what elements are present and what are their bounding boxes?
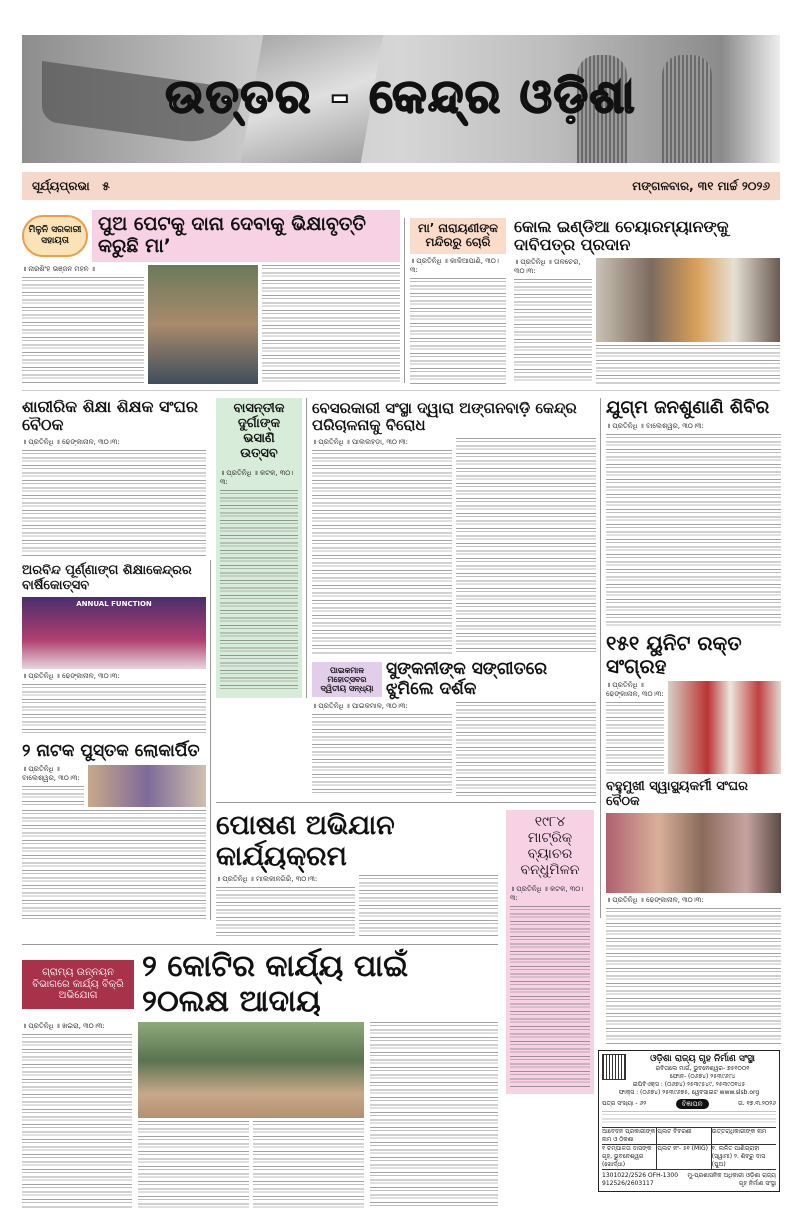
date-bar [22,172,780,200]
blood-donation-photo [668,681,781,774]
headline: ବହୁମୁଖୀ ସ୍ୱାସ୍ଥ୍ୟକର୍ମୀ ସଂଘର ବୈଠକ [606,779,748,809]
headline: ୨ କୋଟିର କାର୍ଯ୍ୟ ପାଇଁ ୨୦ଲକ୍ଷ ଆଦାୟ [142,949,409,1019]
headline: ପୁଅ ପେଟକୁ ଦାନା ଦେବାକୁ ଭିକ୍ଷାବୃତ୍ତି କରୁଛି ମା’ [92,210,400,262]
article-body [312,714,452,796]
story-badge: ମିଳୁନି ସରକାରୀ ସହାୟତା [22,215,88,258]
headline: ପୋଷଣ ଅଭିଯାନ କାର୍ଯ୍ୟକ୍ରମ [216,810,395,873]
article-anganwadi [312,400,596,654]
dateline: ॥ ପ୍ରତିନିଧି ॥ କାଳିଆପାଣି, ୩୦।୩: [410,256,499,274]
ad-table-header: ଆବେଦନ ପ୍ରକାରୀଙ୍କ ନାମ ଓ ଠିକଣା [602,1128,656,1143]
article-blood [606,632,781,774]
article-music [312,660,596,796]
ad-phone: ଫୋନ- (୦୬୭୪) ୨୫୩୯୬୯୪ [669,1073,736,1080]
row-rule [216,802,596,803]
article-coal [514,218,780,384]
issue-date: ମଙ୍ଗଳବାର, ୩୧ ମାର୍ଚ୍ଚ ୨୦୨୬ [632,178,770,193]
headline: ୧୯୮୪ ମାଟ୍ରିକ୍ ବ୍ୟାଚର ବନ୍ଧୁମିଳନ [520,814,580,879]
dateline: ॥ ପ୍ରତିନିଧି ॥ ପାଇକମାଳ, ୩୦।୩: [312,702,408,711]
ad-signature: ମୁ-ପ୍ରଶାସନିକ ଅଧିକାରୀ ଓଡ଼ିଶା ରାଜ୍ୟ ଗୃହ ନିର୍ମାଣ ସଂସ୍ଥା [687,1172,776,1187]
page-number: ୫ [102,178,110,193]
headline: ଅରବିନ୍ଦ ପୂର୍ଣ୍ଣାଙ୍ଗ ଶିକ୍ଷାକେନ୍ଦ୍ରର ବାର୍ଷିକୋତ୍ସବ [22,563,192,593]
article-theft [410,218,506,384]
article-body [606,702,664,774]
row-rule [22,944,498,945]
article-body [22,786,84,807]
dateline: ॥ ପ୍ରତିନିଧି ॥ କଟକ, ୩୦।୩: [220,468,294,486]
ad-table [602,1127,776,1170]
section-banner [22,35,780,163]
dateline: ॥ ପ୍ରତିନିଧି ॥ ପାଲଲହଡ଼ା, ୩୦।୩: [312,437,408,446]
ad-table-cell: ୧. ଲଳିତ ପାଣିଗ୍ରାହୀ (ସ୍ୱାମୀ) ୨. ଶିବ୍ରୁ ଦାସ (ପୁଅ) [711,1144,776,1169]
dateline: ॥ ପ୍ରତିନିଧି ॥ ବାଲେଶ୍ୱର, ୩୦।୩: [606,421,704,430]
article-pe-teachers [22,398,206,558]
headline: ଶାରୀରିକ ଶିକ୍ଷା ଶିକ୍ଷକ ସଂଘର ବୈଠକ [22,397,199,435]
ad-address: ରବିତାଲେ ମାର୍ଗ, ଭୁବନେଶ୍ୱର- ୭୫୧୦୦୧ [655,1065,750,1072]
paper-name: ସୂର୍ଯ୍ୟପ୍ରଭା [32,178,90,193]
dateline: ॥ ପ୍ରତିନିଧି ॥ ଢେଙ୍କାନାଳ, ୩୦।୩: [22,437,120,446]
photo-banner-text: ANNUAL FUNCTION [76,599,152,608]
article-drama [22,742,206,922]
article-begging [22,210,400,384]
chairman-meeting-photo [596,258,780,342]
article-body [606,908,781,1046]
article-body [220,490,298,692]
article-durga [216,398,302,698]
story-badge: ଗ୍ରାମ୍ୟ ଉନ୍ନୟନ ବିଭାଗରେ କାର୍ଯ୍ୟ ବିକ୍ରି ଅଭିଯୋଗ [22,960,134,1009]
ad-ref-no: ପତ୍ର ସଂଖ୍ୟା - ୬୨ [602,1100,647,1107]
ad-table-cell: ୧ ଚମ୍ପାଳତା ଦାସଙ୍କ ଗୃହ, ଭୁବନେଶ୍ୱର (ଖୋର୍ଦ୍ଧା) [602,1144,656,1169]
article-body [510,906,590,1088]
dateline: ॥ ପ୍ରତିନିଧି ॥ ଖଇରା, ୩୦।୩: [22,1022,105,1030]
headline: ୨ ନାଟକ ପୁସ୍ତକ ଲୋକାର୍ପିତ [22,741,200,761]
column-rule [306,398,307,698]
article-body [410,278,506,384]
article-rural [22,950,498,1208]
article-body [22,450,206,558]
dateline: ॥ ନାରଶିଂହ ଭଞ୍ଜନ ମହନ ॥ [22,264,95,273]
ad-code: 1301022/2526 OFH-1300912526/2603117 [602,1172,679,1187]
housing-board-ad [598,1050,780,1192]
ad-fax: ଫାକ୍ସ : (୦୬୭୪) ୨୫୩୯୬୭୫, ୱେବସାଇଟ www.slsb.org [618,1089,760,1096]
headline: କୋଲ ଇଣ୍ଡିଆ ଚେୟାରମ୍ୟାନଙ୍କୁ ଦାବିପତ୍ର ପ୍ରଦାନ [514,217,729,255]
ad-body [602,1111,776,1125]
article-body [596,345,780,384]
column-rule [404,218,405,383]
article-reunion [506,810,594,1094]
headline: ସୁଙ୍କନୀଙ୍କ ସଙ୍ଗୀତରେ ଝୁମିଲେ ଦର୍ଶକ [386,659,548,699]
article-body [22,684,206,736]
mother-son-photo [148,265,258,384]
headline: ମା’ ନାରାୟଣୀଙ୍କ ମନ୍ଦିରରୁ ଚୋରି [410,218,506,254]
article-body [22,810,206,922]
headline: ୧୫୧ ୟୁନିଟ ରକ୍ତ ସଂଗ୍ରହ [606,631,742,678]
article-body [253,1121,364,1208]
headline: ଯୁଗ୍ମ ଜନଶୁଣାଣି ଶିବିର [606,397,770,418]
row-rule [22,390,780,391]
column-rule [210,560,211,920]
article-body [456,702,596,796]
article-body [456,438,596,655]
ad-table-cell: ପ୍ଲଟ ନଂ- ୫୧ (MIG) [656,1144,710,1169]
article-body [359,875,498,938]
health-workers-photo [606,813,781,893]
village-road-photo [138,1022,364,1118]
article-health [606,780,781,1046]
dateline: ॥ ପ୍ରତିନିଧି ॥ ତାଳଚେର, ୩୦।୩: [514,257,581,275]
section-title: ଉତ୍ତର - କେନ୍ଦ୍ର ଓଡ଼ିଶା [165,69,637,123]
story-badge: ପାଇକମାଳ ମହୋତ୍ସବର ଦ୍ୱିତୀୟ ସନ୍ଧ୍ୟା [312,662,382,698]
dateline: ॥ ପ୍ରତିନିଧି ॥ କଟକ, ୩୦।୩: [510,885,584,903]
article-body [312,450,452,655]
headline: ବାସନ୍ତୀକ ଦୁର୍ଗାଙ୍କ ଭସାଣି ଉତ୍ସବ [233,401,285,461]
book-release-photo [88,765,206,807]
ad-org-name: ଓଡ଼ିଶା ରାଜ୍ୟ ଗୃହ ନିର୍ମାଣ ସଂସ୍ଥା [650,1054,755,1064]
annual-function-photo [22,597,206,669]
housing-board-logo [602,1054,626,1080]
dateline: ॥ ପ୍ରତିନିଧି ॥ ଢେଙ୍କାନାଳ, ୩୦।୩: [22,671,120,680]
headline: ବେସରକାରୀ ସଂସ୍ଥା ଦ୍ୱାରା ଅଙ୍ଗନବାଡ଼ି କେନ୍ଦ୍ର ପରିଚାଳନାକୁ ବିରୋଧ [312,399,577,435]
ad-table-header: ଉତ୍ତରାଧିକାରୀଙ୍କ ନାମ [711,1128,776,1144]
article-body [216,887,355,938]
article-body [606,434,781,626]
dateline: ॥ ପ୍ରତିନିଧି ॥ ଢେଙ୍କାନାଳ, ୩୦।୩: [606,681,664,698]
dateline: ॥ ପ୍ରତିନିଧି ॥ ମାଲକାନଗିରି, ୩୦।୩: [216,875,318,884]
article-body [138,1121,249,1208]
article-hearing [606,398,781,626]
dateline: ॥ ପ୍ରତିନିଧି ॥ ବାଲେଶ୍ୱର, ୩୦।୩: [22,764,80,782]
ad-title: ବିଜ୍ଞାପନ [676,1099,709,1109]
article-body [22,1034,132,1208]
article-body [262,265,400,384]
column-rule [600,398,601,918]
article-body [514,279,592,384]
dateline: ॥ ପ୍ରତିନିଧି ॥ ଢେଙ୍କାନାଳ, ୩୦।୩: [606,895,704,904]
article-body [370,1022,498,1208]
ad-ref-date: ତା. ୧୭.୩.୨୦୨୬ [737,1100,776,1107]
article-body [22,277,144,384]
ad-contact: ଇପିବିଏକ୍ସ : (୦୬୭୪) ୨୫୩୯୫୪୯, ୨୫୩୯୦୧୪୫ [632,1081,746,1088]
article-poshan [216,810,498,938]
article-aurobindo [22,564,206,736]
ad-table-header: ପ୍ଲଟ ବିବରଣୀ [656,1128,710,1144]
